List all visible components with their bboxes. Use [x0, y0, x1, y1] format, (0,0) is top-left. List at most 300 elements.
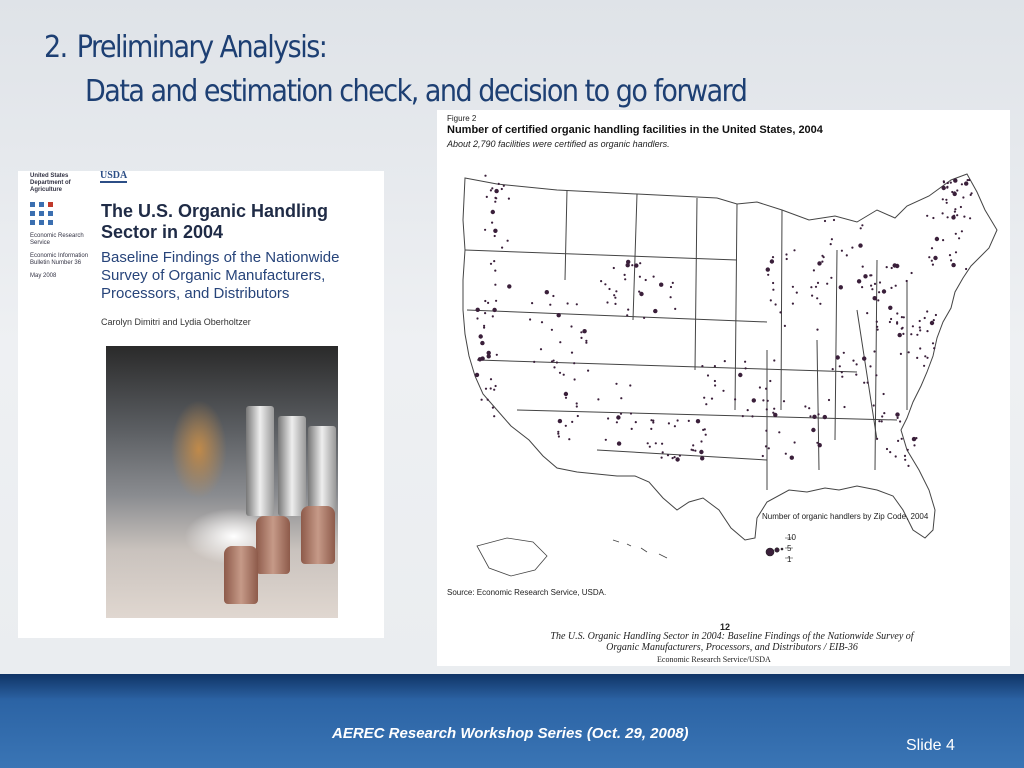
facility-dot — [614, 297, 616, 299]
facility-dot — [614, 303, 616, 305]
facility-dot — [963, 216, 965, 218]
page-number: 12 — [720, 622, 731, 632]
facility-dot — [493, 229, 497, 233]
facility-dot — [895, 285, 897, 287]
facility-dot — [667, 454, 669, 456]
facility-dot — [639, 292, 643, 296]
usda-logo: USDA — [100, 170, 128, 181]
facility-dot — [768, 447, 770, 449]
facility-dot — [882, 289, 886, 293]
facility-dot — [961, 230, 963, 232]
facility-dot — [576, 402, 578, 404]
facility-dot — [876, 321, 878, 323]
facility-dot — [674, 308, 676, 310]
facility-dot — [928, 256, 930, 258]
facility-dot — [483, 327, 485, 329]
facility-dot — [902, 327, 904, 329]
facility-dot — [493, 260, 495, 262]
facility-dot — [823, 415, 827, 419]
facility-dot — [490, 387, 492, 389]
facility-dot — [911, 272, 913, 274]
report-subtitle: Baseline Findings of the Nationwide Survey of Organic Manufacturers, Processors, and Distributors — [101, 249, 340, 302]
facility-dot — [950, 259, 952, 261]
facility-dot — [495, 385, 497, 387]
facility-dot — [919, 320, 921, 322]
facility-dot — [674, 456, 676, 458]
facility-dot — [910, 333, 912, 335]
citation: The U.S. Organic Handling Sector in 2004: Baseline Findings of the Nationwide Survey of Organic Manufacturers, Processors, and Distributors / EIB-36 — [550, 631, 914, 653]
facility-dot — [574, 378, 576, 380]
facility-dot — [707, 374, 709, 376]
facility-dot — [580, 337, 582, 339]
facility-dot — [932, 217, 934, 219]
facility-dot — [480, 356, 484, 360]
facility-dot — [762, 399, 764, 401]
facility-dot — [908, 351, 910, 353]
facility-dot — [926, 310, 928, 312]
facility-dot — [796, 292, 798, 294]
facility-dot — [545, 290, 549, 294]
facility-dot — [919, 347, 921, 349]
facility-dot — [955, 251, 957, 253]
facility-dot — [604, 283, 606, 285]
facility-dot — [694, 450, 696, 452]
facility-dot — [605, 439, 607, 441]
facility-dot — [833, 219, 835, 221]
facility-dot — [811, 428, 815, 432]
facility-dot — [485, 388, 487, 390]
facility-dot — [559, 341, 561, 343]
facility-dot — [889, 321, 891, 323]
facility-dot — [765, 388, 767, 390]
facility-dot — [901, 316, 903, 318]
facility-dot — [904, 459, 906, 461]
facility-dot — [494, 270, 496, 272]
facility-dot — [487, 399, 489, 401]
facility-dot — [819, 303, 821, 305]
facility-dot — [961, 183, 963, 185]
facility-dot — [916, 357, 918, 359]
facility-dot — [873, 404, 875, 406]
facility-dot — [751, 415, 753, 417]
facility-dot — [608, 288, 610, 290]
facility-dot — [565, 425, 567, 427]
facility-dot — [933, 256, 937, 260]
facility-dot — [652, 421, 654, 423]
facility-dot — [890, 318, 892, 320]
facility-dot — [794, 441, 796, 443]
facility-dot — [649, 446, 651, 448]
facility-dot — [954, 191, 956, 193]
facility-dot — [817, 261, 821, 265]
facility-dot — [747, 409, 749, 411]
facility-dot — [886, 448, 888, 450]
facility-dot — [942, 239, 944, 241]
facility-dot — [700, 440, 702, 442]
facility-dot — [585, 342, 587, 344]
facility-dot — [897, 417, 899, 419]
facility-dot — [951, 263, 955, 267]
facility-dot — [481, 399, 483, 401]
facility-dot — [616, 421, 618, 423]
facility-dot — [942, 198, 944, 200]
facility-dot — [857, 279, 861, 283]
facility-dot — [714, 380, 716, 382]
facility-dot — [626, 314, 628, 316]
facility-dot — [620, 397, 622, 399]
facility-dot — [476, 308, 480, 312]
facility-dot — [501, 188, 503, 190]
facility-dot — [869, 274, 871, 276]
facility-dot — [487, 354, 491, 358]
facility-dot — [645, 279, 647, 281]
facility-dot — [557, 431, 559, 433]
facility-dot — [947, 216, 949, 218]
facility-dot — [855, 374, 857, 376]
facility-dot — [954, 211, 956, 213]
facility-dot — [817, 282, 819, 284]
facility-dot — [703, 397, 705, 399]
facility-dot — [901, 438, 903, 440]
facility-dot — [606, 301, 608, 303]
facility-dot — [886, 266, 888, 268]
facility-dot — [563, 374, 565, 376]
facility-dot — [679, 455, 681, 457]
facility-dot — [839, 365, 841, 367]
facility-dot — [890, 287, 892, 289]
facility-dot — [494, 189, 498, 193]
facility-dot — [738, 373, 742, 377]
facility-dot — [898, 333, 902, 337]
facility-dot — [896, 312, 898, 314]
facility-dot — [487, 302, 489, 304]
facility-dot — [766, 408, 768, 410]
facility-dot — [877, 329, 879, 331]
facility-dot — [705, 434, 707, 436]
facility-dot — [877, 299, 879, 301]
facility-dot — [812, 415, 816, 419]
facility-dot — [484, 175, 486, 177]
facility-dot — [841, 376, 843, 378]
facility-dot — [766, 267, 770, 271]
facility-dot — [672, 457, 674, 459]
facility-dot — [571, 421, 573, 423]
facility-dot — [493, 389, 495, 391]
facility-dot — [486, 196, 488, 198]
facility-dot — [691, 449, 693, 451]
facility-dot — [878, 291, 880, 293]
facility-dot — [653, 309, 657, 313]
facility-dot — [907, 465, 909, 467]
facility-dot — [540, 348, 542, 350]
facility-dot — [620, 413, 622, 415]
facility-dot — [661, 457, 663, 459]
facility-dot — [624, 274, 626, 276]
facility-dot — [551, 329, 553, 331]
facility-dot — [821, 255, 823, 257]
facility-dot — [815, 286, 817, 288]
publication-date: May 2008 — [30, 273, 57, 279]
facility-dot — [767, 274, 769, 276]
facility-dot — [577, 415, 579, 417]
facility-dot — [745, 367, 747, 369]
facility-dot — [811, 295, 813, 297]
facility-dot — [770, 299, 772, 301]
facility-dot — [956, 214, 958, 216]
facility-dot — [950, 182, 952, 184]
facility-dot — [769, 380, 771, 382]
facility-dot — [924, 317, 926, 319]
facility-dot — [817, 413, 819, 415]
facility-dot — [631, 428, 633, 430]
facility-dot — [881, 420, 883, 422]
facility-dot — [818, 443, 822, 447]
facility-dot — [896, 323, 898, 325]
facility-dot — [906, 280, 908, 282]
facility-dot — [856, 363, 858, 365]
facility-dot — [935, 237, 939, 241]
facility-dot — [700, 456, 704, 460]
facility-dot — [867, 382, 869, 384]
facility-dot — [582, 329, 586, 333]
facility-dot — [639, 262, 641, 264]
facility-dot — [762, 455, 764, 457]
facility-dot — [688, 420, 690, 422]
facility-dot — [883, 393, 885, 395]
us-map — [437, 110, 1010, 666]
facility-dot — [956, 189, 958, 191]
facility-dot — [488, 352, 490, 354]
facility-dot — [931, 260, 933, 262]
facility-dot — [816, 329, 818, 331]
facility-dot — [866, 312, 868, 314]
facility-dot — [926, 215, 928, 217]
facility-dot — [900, 353, 902, 355]
facility-dot — [839, 285, 843, 289]
facility-dot — [786, 258, 788, 260]
facility-dot — [773, 408, 775, 410]
facility-dot — [828, 399, 830, 401]
facility-dot — [635, 421, 637, 423]
figure-source: Source: Economic Research Service, USDA. — [447, 588, 607, 597]
report-authors: Carolyn Dimitri and Lydia Oberholtzer — [101, 317, 251, 327]
facility-dot — [947, 182, 949, 184]
facility-dot — [507, 240, 509, 242]
facility-dot — [933, 319, 935, 321]
facility-dot — [923, 365, 925, 367]
facility-dot — [552, 295, 554, 297]
facility-dot — [870, 285, 872, 287]
figure-title: Number of certified organic handling facilities in the United States, 2004 — [447, 124, 823, 136]
facility-dot — [765, 430, 767, 432]
facility-dot — [883, 412, 885, 414]
facility-dot — [958, 237, 960, 239]
ers-logo-icon — [30, 202, 90, 225]
facility-dot — [821, 261, 823, 263]
facility-dot — [549, 304, 551, 306]
facility-dot — [808, 407, 810, 409]
facility-dot — [490, 263, 492, 265]
service-name: Economic Research Service — [30, 233, 84, 246]
facility-dot — [772, 282, 774, 284]
facility-dot — [851, 247, 853, 249]
facility-dot — [475, 373, 479, 377]
facility-dot — [759, 386, 761, 388]
cover-sidebar — [30, 173, 90, 280]
facility-dot — [734, 398, 736, 400]
facility-dot — [576, 405, 578, 407]
facility-dot — [626, 263, 630, 267]
facility-dot — [897, 440, 899, 442]
facility-dot — [533, 361, 535, 363]
facility-dot — [907, 449, 909, 451]
slide-number: Slide 4 — [906, 737, 955, 754]
facility-dot — [933, 347, 935, 349]
legend-value-10: 10 — [787, 533, 796, 542]
facility-dot — [702, 429, 704, 431]
facility-dot — [570, 325, 572, 327]
facility-dot — [843, 352, 845, 354]
facility-dot — [498, 183, 500, 185]
facility-dot — [862, 356, 866, 360]
facility-dot — [553, 366, 555, 368]
facility-dot — [852, 360, 854, 362]
facility-dot — [662, 451, 664, 453]
title-line-1: Preliminary Analysis: — [76, 30, 327, 65]
facility-dot — [501, 247, 503, 249]
facility-dot — [895, 455, 897, 457]
facility-dot — [875, 298, 877, 300]
facility-dot — [677, 419, 679, 421]
figure-panel — [437, 110, 1010, 666]
facility-dot — [903, 316, 905, 318]
facility-dot — [631, 264, 633, 266]
facility-dot — [484, 229, 486, 231]
facility-dot — [484, 300, 486, 302]
facility-dot — [558, 435, 560, 437]
facility-dot — [587, 370, 589, 372]
facility-dot — [495, 197, 497, 199]
facility-dot — [784, 325, 786, 327]
facility-dot — [793, 249, 795, 251]
facility-dot — [585, 340, 587, 342]
facility-dot — [556, 361, 558, 363]
figure-label: Figure 2 — [447, 114, 477, 123]
facility-dot — [639, 276, 641, 278]
facility-dot — [813, 269, 815, 271]
facility-dot — [971, 192, 973, 194]
facility-dot — [722, 390, 724, 392]
facility-dot — [924, 355, 926, 357]
facility-dot — [573, 362, 575, 364]
facility-dot — [564, 392, 568, 396]
facility-dot — [565, 397, 567, 399]
facility-dot — [861, 224, 863, 226]
facility-dot — [792, 286, 794, 288]
facility-dot — [494, 284, 496, 286]
facility-dot — [674, 425, 676, 427]
facility-dot — [492, 407, 494, 409]
facility-dot — [895, 264, 899, 268]
facility-dot — [661, 443, 663, 445]
facility-dot — [861, 286, 863, 288]
facility-dot — [494, 201, 496, 203]
facility-dot — [919, 326, 921, 328]
facility-dot — [742, 415, 744, 417]
facility-dot — [962, 196, 964, 198]
facility-dot — [946, 186, 948, 188]
facility-dot — [876, 438, 878, 440]
facility-dot — [809, 415, 811, 417]
facility-dot — [647, 442, 649, 444]
facility-dot — [492, 308, 496, 312]
facility-dot — [672, 282, 674, 284]
facility-dot — [960, 206, 962, 208]
facility-dot — [830, 277, 832, 279]
facility-dot — [891, 267, 893, 269]
facility-dot — [955, 233, 957, 235]
facility-dot — [558, 419, 562, 423]
facility-dot — [935, 314, 937, 316]
legend-value-1: 1 — [787, 555, 792, 564]
legend-value-5: 5 — [787, 544, 792, 553]
facility-dot — [490, 189, 492, 191]
facility-dot — [968, 179, 970, 181]
facility-dot — [643, 317, 645, 319]
facility-dot — [557, 313, 561, 317]
facility-dot — [613, 267, 615, 269]
facility-dot — [953, 178, 957, 182]
facility-dot — [576, 303, 578, 305]
facility-dot — [790, 456, 794, 460]
facility-dot — [785, 453, 787, 455]
facility-dot — [913, 444, 915, 446]
facility-dot — [507, 284, 511, 288]
facility-dot — [659, 283, 663, 287]
facility-dot — [926, 357, 928, 359]
facility-dot — [946, 202, 948, 204]
facility-dot — [779, 311, 781, 313]
facility-dot — [559, 372, 561, 374]
agency-name: United States Department of Agriculture — [30, 173, 71, 193]
footer-bar — [0, 674, 1024, 768]
facility-dot — [551, 360, 553, 362]
facility-dot — [792, 303, 794, 305]
facility-dot — [655, 442, 657, 444]
facility-dot — [943, 181, 945, 183]
facility-dot — [615, 383, 617, 385]
facility-dot — [696, 419, 700, 423]
facility-dot — [860, 227, 862, 229]
facility-dot — [484, 312, 486, 314]
facility-dot — [871, 288, 873, 290]
facility-dot — [670, 296, 672, 298]
title-number: 2. — [44, 30, 67, 65]
facility-dot — [841, 250, 843, 252]
facility-dot — [932, 264, 934, 266]
facility-dot — [629, 384, 631, 386]
facility-dot — [876, 326, 878, 328]
facility-dot — [916, 334, 918, 336]
facility-dot — [567, 302, 569, 304]
facility-dot — [951, 215, 955, 219]
facility-dot — [705, 403, 707, 405]
facility-dot — [919, 329, 921, 331]
facility-dot — [895, 412, 899, 416]
facility-dot — [931, 247, 933, 249]
facility-dot — [613, 294, 615, 296]
facility-dot — [926, 330, 928, 332]
